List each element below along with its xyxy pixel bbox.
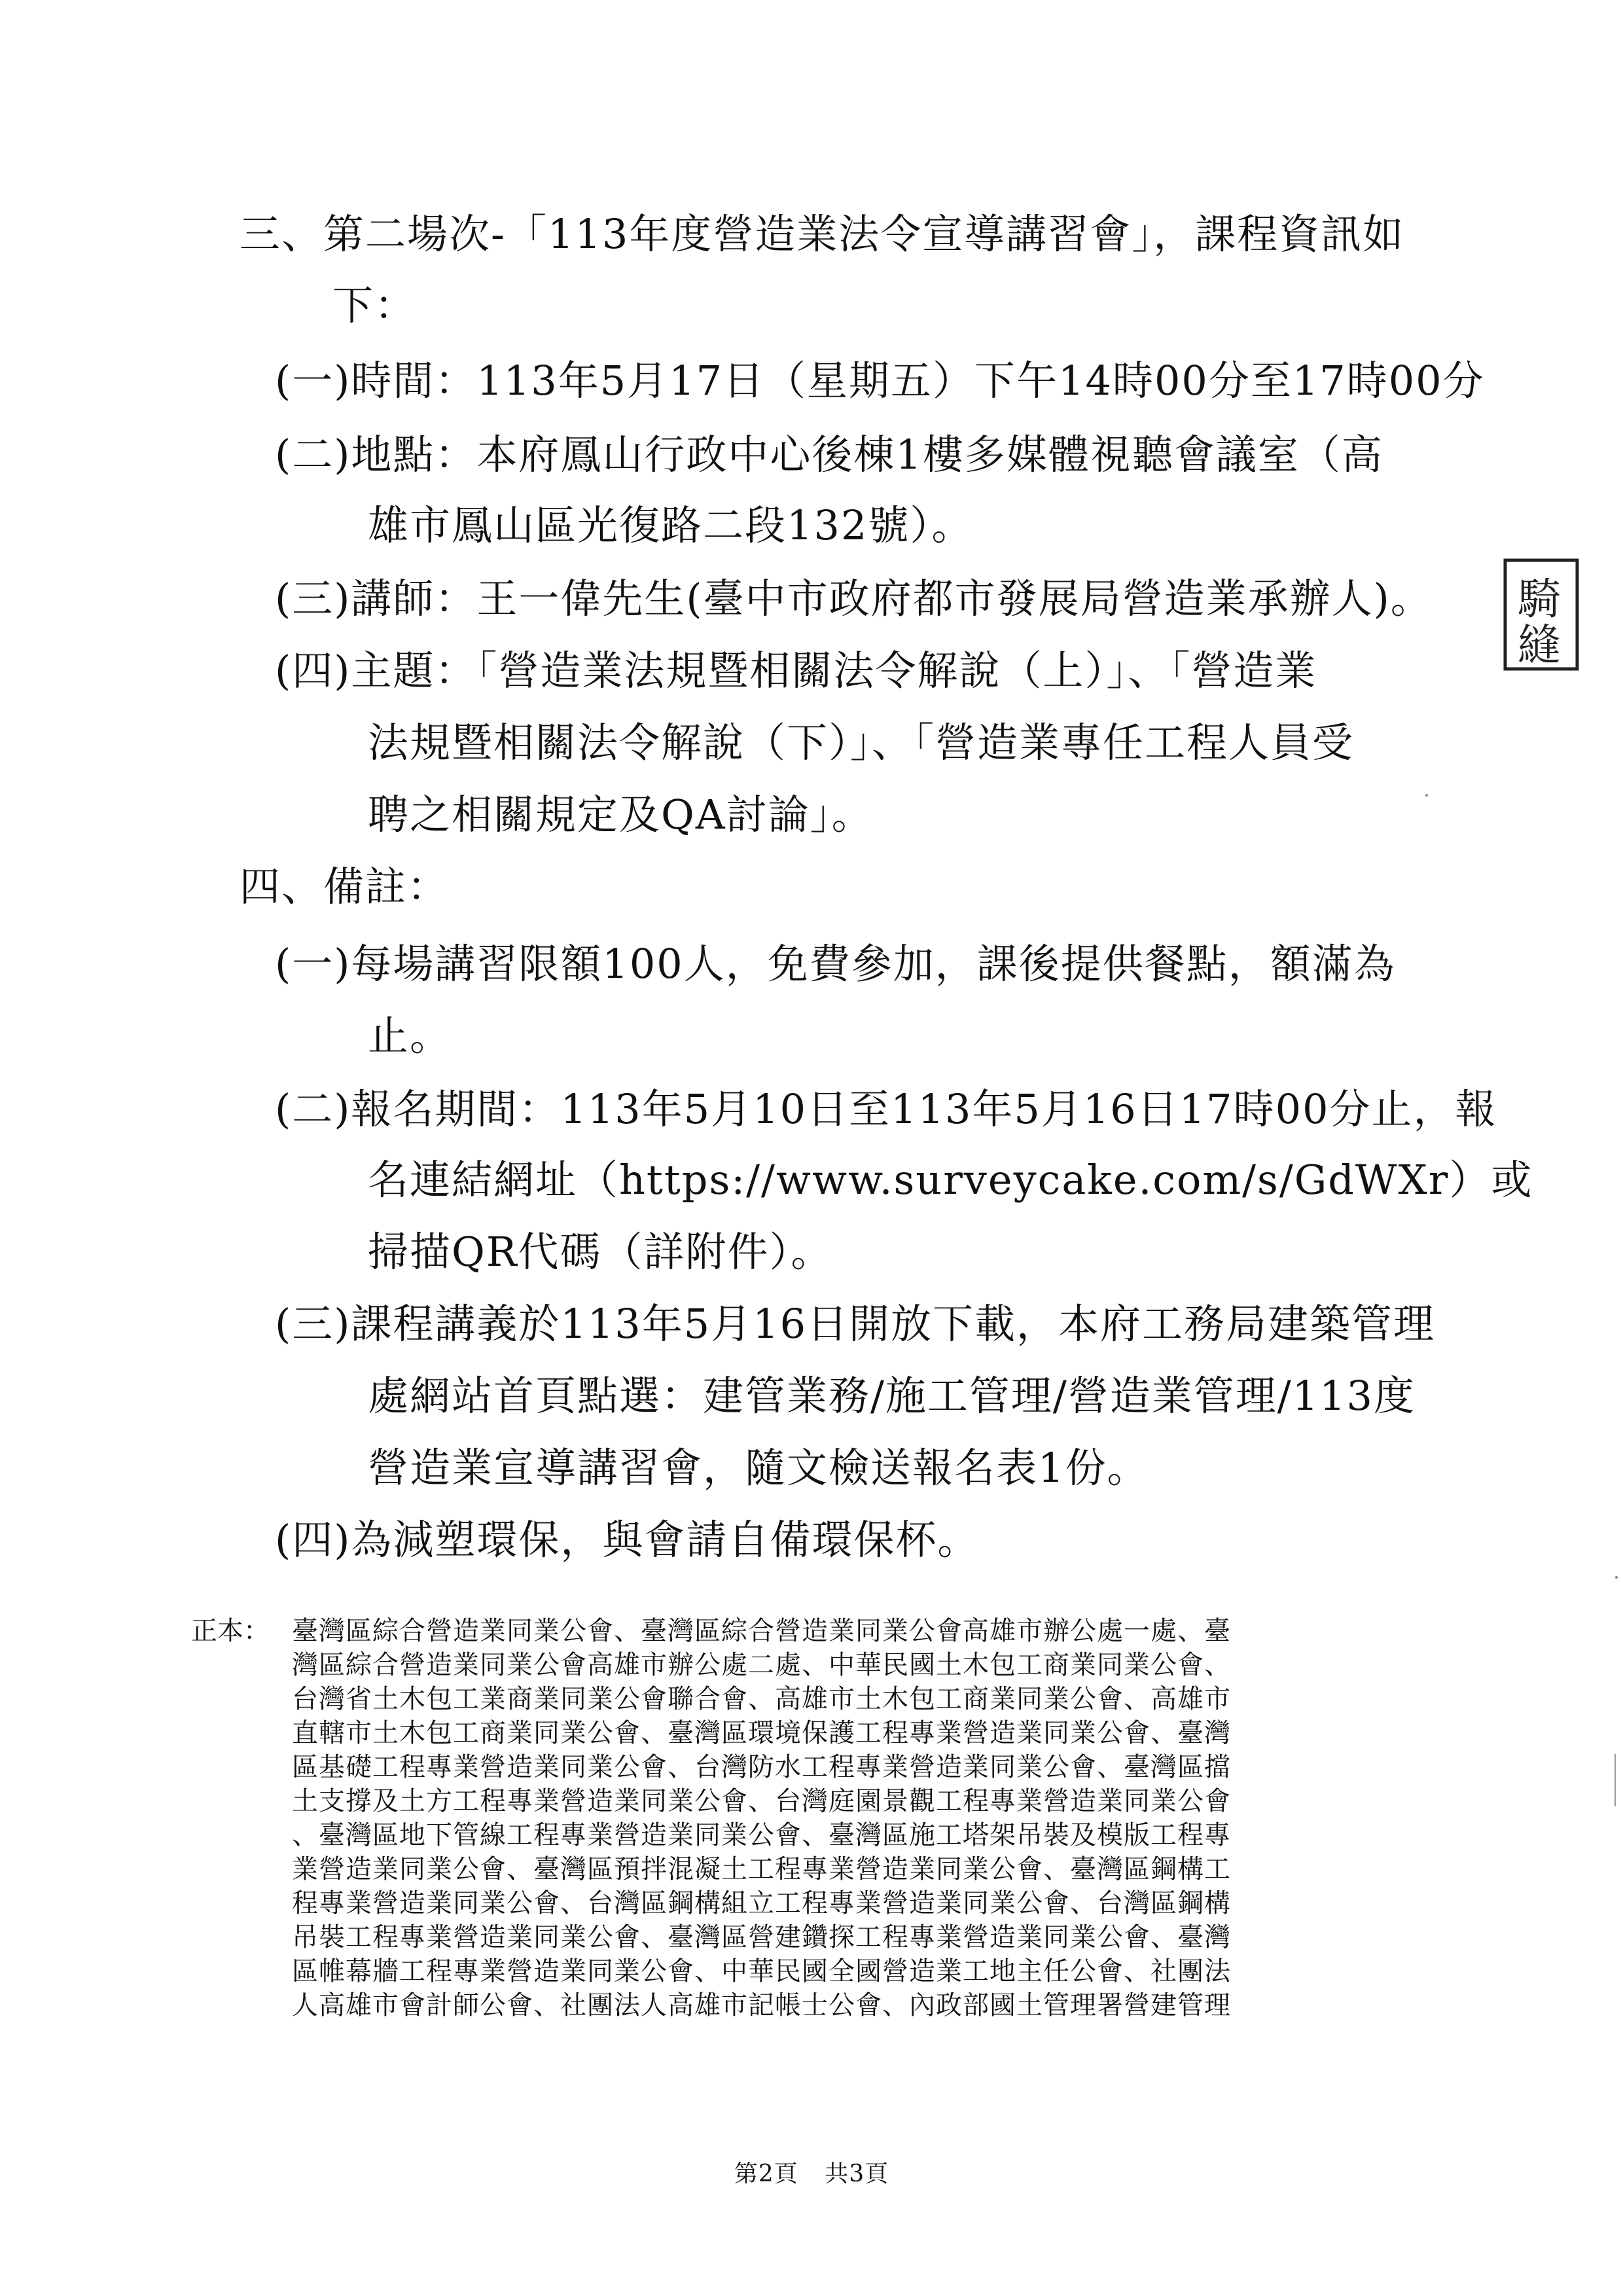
cc-line: 吊裝工程專業營造業同業公會、臺灣區營建鑽探工程專業營造業同業公會、臺灣	[292, 1922, 1231, 1952]
item-lecturer: (三)講師：王一偉先生(臺中市政府都市發展局營造業承辦人)。	[275, 575, 1433, 622]
item-location-cont: 雄市鳳山區光復路二段132號）。	[368, 501, 974, 549]
seam-stamp	[1496, 556, 1584, 673]
note-4: (四)為減塑環保，與會請自備環保杯。	[275, 1516, 980, 1564]
cc-line: 土支撐及土方工程專業營造業同業公會、台灣庭園景觀工程專業營造業同業公會	[292, 1786, 1231, 1816]
svg-text:騎: 騎	[1518, 574, 1561, 624]
cc-line: 、臺灣區地下管線工程專業營造業同業公會、臺灣區施工塔架吊裝及模版工程專	[292, 1820, 1231, 1850]
note-2-cont-2: 掃描QR代碼（詳附件）。	[368, 1228, 833, 1276]
page-number: 第2頁	[734, 2161, 798, 2187]
section-3-title: 三、第二場次-「113年度營造業法令宣導講習會」，課程資訊如	[240, 210, 1405, 258]
cc-line: 灣區綜合營造業同業公會高雄市辦公處二處、中華民國土木包工商業同業公會、	[292, 1650, 1231, 1680]
svg-text:縫: 縫	[1518, 620, 1561, 670]
cc-line: 人高雄市會計師公會、社團法人高雄市記帳士公會、內政部國土管理署營建管理	[292, 1990, 1231, 2020]
item-topic-cont-2: 聘之相關規定及QA討論」。	[368, 791, 874, 838]
cc-line: 區基礎工程專業營造業同業公會、台灣防水工程專業營造業同業公會、臺灣區擋	[292, 1752, 1231, 1782]
cc-line: 業營造業同業公會、臺灣區預拌混凝土工程專業營造業同業公會、臺灣區鋼構工	[292, 1854, 1231, 1884]
cc-line: 區帷幕牆工程專業營造業同業公會、中華民國全國營造業工地主任公會、社團法	[292, 1956, 1231, 1986]
item-location: (二)地點：本府鳳山行政中心後棟1樓多媒體視聽會議室（高	[275, 431, 1383, 478]
page-total: 共3頁	[825, 2161, 889, 2187]
note-3-cont-1: 處網站首頁點選：建管業務/施工管理/營造業管理/113度	[368, 1372, 1416, 1420]
note-2: (二)報名期間：113年5月10日至113年5月16日17時00分止，報	[275, 1085, 1497, 1133]
note-1-cont: 止。	[368, 1012, 452, 1060]
cc-line: 台灣省土木包工業商業同業公會聯合會、高雄市土木包工商業同業公會、高雄市	[292, 1684, 1231, 1714]
note-3-cont-2: 營造業宣導講習會，隨文檢送報名表1份。	[368, 1444, 1149, 1492]
cc-label: 正本：	[191, 1616, 270, 1646]
section-4-title: 四、備註：	[240, 863, 450, 910]
cc-line: 臺灣區綜合營造業同業公會、臺灣區綜合營造業同業公會高雄市辦公處一處、臺	[292, 1616, 1231, 1646]
note-2-cont-1: 名連結網址（https://www.surveycake.com/s/GdWXr）或	[368, 1156, 1533, 1204]
item-time: (一)時間：113年5月17日（星期五）下午14時00分至17時00分	[275, 357, 1485, 404]
item-topic-cont-1: 法規暨相關法令解說（下）」、「營造業專任工程人員受	[368, 719, 1355, 766]
seam-stamp-graphic	[1496, 556, 1584, 673]
section-3-title-cont: 下：	[332, 281, 417, 329]
note-3: (三)課程講義於113年5月16日開放下載，本府工務局建築管理	[275, 1300, 1436, 1348]
cc-line: 程專業營造業同業公會、台灣區鋼構組立工程專業營造業同業公會、台灣區鋼構	[292, 1888, 1231, 1918]
item-topic: (四)主題：「營造業法規暨相關法令解說（上）」、「營造業	[275, 647, 1317, 694]
page-footer	[0, 2160, 1623, 2189]
cc-line: 直轄市土木包工商業同業公會、臺灣區環境保護工程專業營造業同業公會、臺灣	[292, 1718, 1231, 1748]
note-1: (一)每場講習限額100人，免費參加，課後提供餐點，額滿為	[275, 940, 1396, 988]
